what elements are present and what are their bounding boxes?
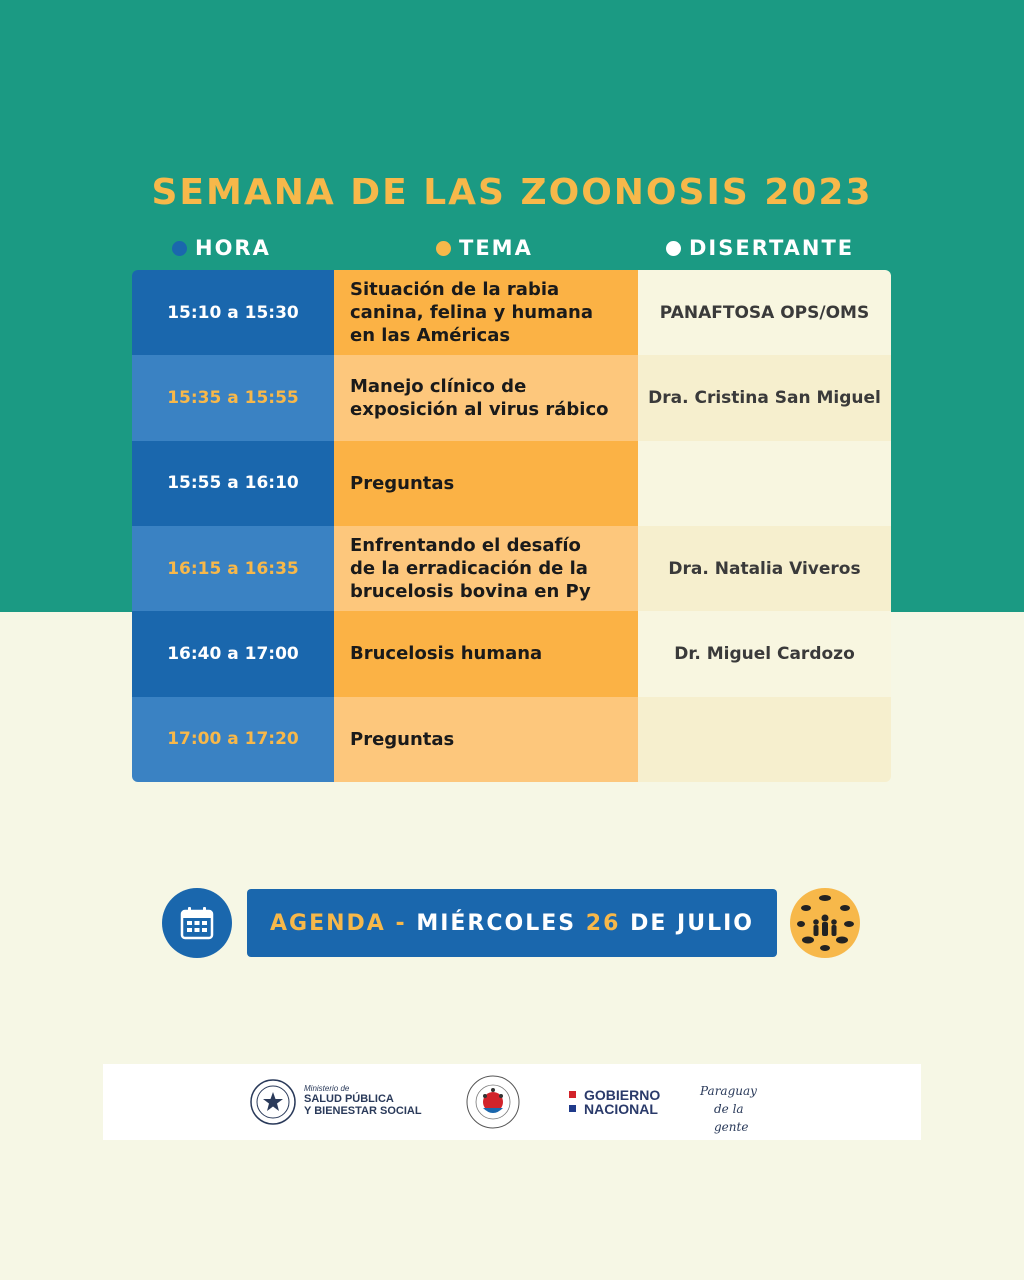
zoonosis-animals-icon: [790, 888, 860, 958]
cell-tema: Brucelosis humana: [334, 611, 638, 696]
zoonosis-program-seal-icon: [465, 1074, 521, 1130]
blue-flag-icon: [569, 1105, 576, 1112]
cell-hora: 17:00 a 17:20: [132, 697, 334, 782]
column-header-hora: [172, 236, 271, 260]
ministry-line2: Y BIENESTAR SOCIAL: [304, 1105, 422, 1117]
table-row: [132, 526, 891, 611]
footer-logos: [103, 1064, 921, 1140]
cell-disertante: Dra. Natalia Viveros: [638, 526, 891, 611]
agenda-separator: -: [395, 910, 407, 936]
calendar-badge: [162, 888, 232, 958]
cell-hora: 16:40 a 17:00: [132, 611, 334, 696]
table-row: [132, 270, 891, 355]
column-header-disertante: [666, 236, 854, 260]
red-flag-icon: [569, 1091, 576, 1098]
cell-tema: Situación de la rabia canina, felina y humana en las Américas: [334, 270, 638, 355]
cell-disertante: [638, 441, 891, 526]
agenda-month: DE JULIO: [630, 910, 754, 936]
header-hora-label: HORA: [195, 236, 271, 260]
agenda-banner: [247, 889, 777, 957]
ministry-line1: SALUD PÚBLICA: [304, 1093, 394, 1105]
table-row: [132, 697, 891, 782]
header-tema-label: TEMA: [459, 236, 533, 260]
cell-disertante: Dra. Cristina San Miguel: [638, 355, 891, 440]
cell-disertante: PANAFTOSA OPS/OMS: [638, 270, 891, 355]
cell-disertante: [638, 697, 891, 782]
gobierno-nacional-logo: [569, 1088, 660, 1116]
slogan-line1: Paraguay: [700, 1084, 757, 1098]
orange-dot-icon: [436, 241, 451, 256]
cell-disertante: Dr. Miguel Cardozo: [638, 611, 891, 696]
calendar-icon: [179, 905, 215, 941]
column-header-tema: [436, 236, 533, 260]
gob-line2: NACIONAL: [584, 1101, 658, 1117]
ministry-logo: [304, 1084, 422, 1117]
cell-hora: 16:15 a 16:35: [132, 526, 334, 611]
cell-tema: Preguntas: [334, 697, 638, 782]
slogan-line2: de la gente: [714, 1102, 749, 1134]
cell-hora: 15:10 a 15:30: [132, 270, 334, 355]
paraguay-de-la-gente-logo: [700, 1082, 780, 1136]
table-row: [132, 355, 891, 440]
gob-line1: GOBIERNO: [584, 1087, 661, 1103]
agenda-date: 26: [585, 910, 621, 936]
cell-hora: 15:35 a 15:55: [132, 355, 334, 440]
blue-dot-icon: [172, 241, 187, 256]
white-dot-icon: [666, 241, 681, 256]
agenda-label: AGENDA: [270, 910, 386, 936]
table-row: [132, 611, 891, 696]
cell-tema: Enfrentando el desafío de la erradicación de la brucelosis bovina en Py: [334, 526, 638, 611]
paraguay-seal-icon: [249, 1078, 297, 1126]
cell-hora: 15:55 a 16:10: [132, 441, 334, 526]
page-title: SEMANA DE LAS ZOONOSIS 2023: [151, 172, 873, 213]
cell-tema: Manejo clínico de exposición al virus rábico: [334, 355, 638, 440]
agenda-day: MIÉRCOLES: [416, 910, 577, 936]
ministry-small: Ministerio de: [304, 1084, 350, 1093]
cell-tema: Preguntas: [334, 441, 638, 526]
schedule-table: [132, 270, 891, 782]
header-disertante-label: DISERTANTE: [689, 236, 855, 260]
table-row: [132, 441, 891, 526]
